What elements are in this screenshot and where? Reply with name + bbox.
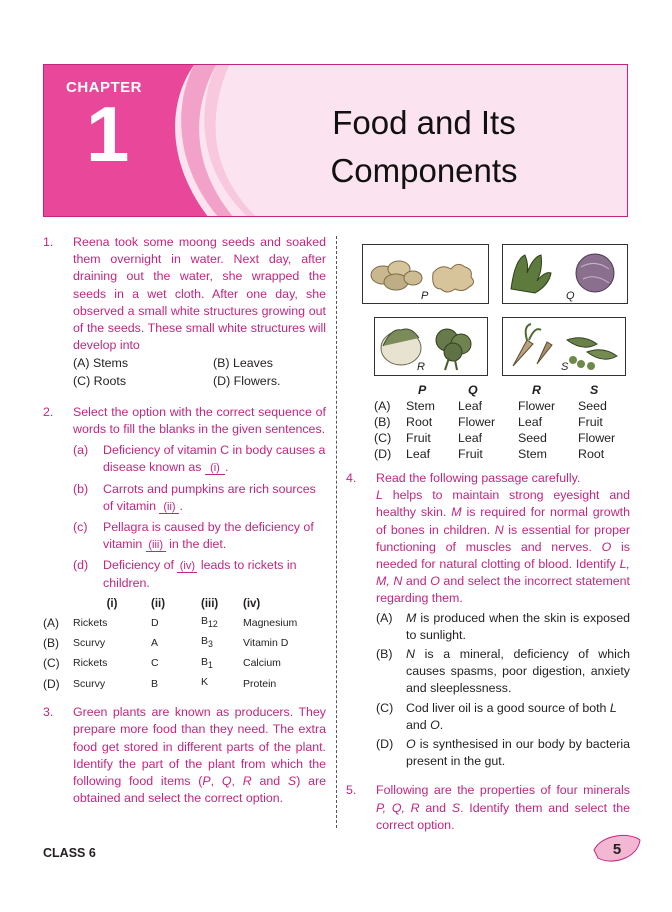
sub-text-after: .	[179, 498, 183, 513]
sub-part-d	[73, 557, 326, 591]
text-part: and	[251, 774, 288, 789]
question-intro: Read the following passage carefully.	[376, 471, 581, 485]
sub-text-after: .	[224, 460, 229, 475]
title-line-2: Components	[330, 152, 518, 189]
option-text	[406, 700, 630, 734]
footer-class-label: CLASS 6	[43, 846, 96, 860]
cell	[201, 674, 243, 694]
sub-part-a	[73, 442, 326, 476]
option-b: (B) Leaves	[213, 356, 273, 371]
table-row	[43, 654, 326, 674]
text-part: ,	[231, 774, 243, 789]
col-header: (iv)	[243, 597, 261, 610]
var: O	[601, 539, 612, 554]
cell: Flower	[578, 431, 616, 445]
var: N	[494, 522, 504, 537]
question-number: 1.	[43, 235, 54, 249]
text-part: Q	[221, 774, 232, 789]
text-part: and	[402, 574, 431, 589]
option-c: (C) Roots	[73, 373, 127, 388]
food-option-table	[374, 382, 628, 462]
question-text: Select the option with the correct sequence of words to fill the blanks in the given sentences.	[73, 404, 326, 437]
cell: D	[151, 616, 159, 629]
question-passage	[376, 487, 630, 607]
question-text	[376, 782, 630, 834]
row-option: (A)	[374, 399, 391, 413]
cell: B	[151, 677, 159, 690]
sub-text	[103, 443, 325, 474]
option-d	[376, 736, 630, 770]
cell-sub: 3	[208, 639, 213, 650]
text-part: is essential for proper functioning of muscles and nerves.	[376, 522, 630, 554]
option-d: (D) Flowers.	[213, 373, 281, 388]
question-2	[43, 404, 326, 694]
option-number: (B)	[376, 647, 393, 662]
cell: Scurvy	[73, 636, 106, 649]
var: L	[376, 488, 383, 503]
image-label-r: R	[417, 361, 425, 373]
question-5	[346, 782, 630, 834]
var: L	[609, 700, 617, 715]
cell: Seed	[518, 431, 547, 445]
food-image-q	[502, 244, 628, 304]
question-4	[346, 470, 630, 770]
table-row	[374, 398, 628, 414]
cell: Scurvy	[73, 677, 106, 690]
text-part: and	[419, 800, 452, 815]
question-number: 4.	[346, 471, 357, 485]
cell: Vitamin D	[243, 636, 289, 649]
sub-number: (d)	[73, 558, 89, 573]
cell: Leaf	[518, 415, 543, 429]
cell: Stem	[406, 399, 435, 413]
cell	[201, 633, 243, 653]
sub-number: (c)	[73, 520, 88, 535]
option-number: (A)	[376, 610, 393, 625]
food-image-r	[374, 317, 488, 376]
blank: (iii)	[146, 539, 166, 552]
option-b	[376, 646, 630, 698]
column-divider	[336, 236, 337, 828]
col-header: (iii)	[201, 597, 219, 610]
sub-text	[103, 482, 316, 513]
option-text	[406, 646, 630, 698]
cauliflower-broccoli-icon	[375, 318, 487, 375]
right-column	[346, 470, 630, 844]
cell: Root	[406, 415, 433, 429]
page-number: 5	[612, 841, 622, 858]
sub-part-b	[73, 481, 326, 515]
question-3	[43, 704, 326, 807]
cell: Calcium	[243, 657, 281, 670]
spinach-cabbage-icon	[503, 245, 627, 303]
cell-text: B	[201, 615, 209, 628]
var: P, Q, R	[376, 800, 420, 815]
cell	[201, 654, 243, 674]
blank: (ii)	[159, 501, 179, 514]
question-number: 5.	[346, 783, 357, 798]
text-part: R	[242, 774, 252, 789]
option-a	[376, 610, 630, 644]
cell: Fruit	[578, 415, 603, 429]
sub-text-before: Pellagra is caused by the deficiency of vitamin	[103, 520, 314, 552]
text-part: P	[202, 774, 211, 789]
cell: Fruit	[406, 431, 431, 445]
cell: Rickets	[73, 657, 108, 670]
question-1	[43, 234, 326, 390]
table-header-row	[43, 596, 326, 613]
text-part: is synthesised in our body by bacteria present in the gut.	[406, 737, 630, 769]
cell	[201, 613, 243, 633]
text-part: is needed for natural clotting of blood. Identify	[376, 539, 630, 572]
text-part: and	[406, 717, 431, 732]
blank: (iv)	[177, 560, 197, 573]
var: M	[451, 505, 462, 520]
cell: Root	[578, 447, 605, 461]
table-row	[43, 633, 326, 653]
sub-number: (b)	[73, 481, 89, 496]
row-option: (C)	[43, 656, 60, 671]
sub-number: (a)	[73, 443, 89, 458]
page-number-badge	[592, 832, 642, 866]
text-part: is a mineral, deficiency of which causes spasms, poor digestion, anxiety and sleeplessness.	[406, 647, 630, 696]
option-c	[376, 700, 630, 734]
table-row	[374, 446, 628, 462]
cell: Flower	[458, 415, 496, 429]
cell-text: B	[201, 655, 209, 668]
chapter-number: 1	[86, 90, 130, 178]
text-part: Cod liver oil is a good source of both	[406, 700, 610, 715]
image-label-q: Q	[566, 290, 575, 302]
title-line-1: Food and Its	[332, 104, 516, 141]
cell: Leaf	[458, 399, 483, 413]
cell: Protein	[243, 677, 277, 690]
var: M	[406, 610, 417, 625]
cell: Magnesium	[243, 616, 298, 629]
cell: A	[151, 636, 159, 649]
left-column	[43, 234, 326, 817]
var: L, M, N	[376, 557, 630, 589]
table-header-row	[374, 382, 628, 398]
option-text	[406, 736, 630, 770]
row-option: (A)	[43, 615, 59, 630]
col-header: (ii)	[151, 597, 166, 610]
cell: Stem	[518, 447, 547, 461]
sub-text	[103, 520, 314, 551]
option-text	[406, 610, 630, 644]
option-number: (C)	[376, 700, 394, 715]
cell: Flower	[518, 399, 556, 413]
sub-text-after: leads to rickets in children.	[103, 558, 297, 590]
var: O	[430, 717, 440, 732]
row-option: (D)	[43, 676, 60, 691]
cell: Fruit	[458, 447, 483, 461]
cell: Seed	[578, 399, 607, 413]
option-a: (A) Stems	[73, 356, 129, 371]
var: N	[406, 647, 415, 662]
col-header: Q	[468, 383, 478, 397]
var: O	[406, 737, 416, 752]
text-part: helps to maintain strong eyesight and healthy skin.	[376, 488, 630, 520]
col-header: S	[590, 383, 599, 397]
sub-text-before: Deficiency of	[103, 558, 178, 573]
options	[73, 355, 326, 389]
row-option: (C)	[374, 431, 392, 445]
sub-text	[103, 558, 297, 589]
table-row	[374, 430, 628, 446]
question-number: 3.	[43, 705, 54, 720]
table-row	[43, 674, 326, 694]
table-row	[374, 414, 628, 430]
sub-text-before: Deficiency of vitamin C in body causes a disease known as	[103, 443, 326, 475]
question-text	[73, 704, 326, 807]
text-part: . Identify them and select the correct option.	[376, 800, 631, 832]
match-table	[43, 596, 326, 694]
row-option: (D)	[374, 447, 392, 461]
cell: Rickets	[73, 616, 108, 629]
sub-text-after: in the diet.	[165, 537, 227, 552]
text-part: .	[439, 717, 444, 732]
blank: (i)	[205, 462, 225, 475]
sub-text-before: Carrots and pumpkins are rich sources of vitamin	[103, 481, 316, 513]
cell-text: B	[201, 635, 209, 648]
chapter-title	[274, 99, 574, 195]
chapter-header	[43, 64, 628, 217]
text-part: Following are the properties of four minerals	[376, 783, 630, 798]
text-part: Green plants are known as producers. They prepare more food than they need. The extra food get stored in different parts of the plant. Identify the part of the plant from which the following food items (	[73, 705, 326, 789]
col-header: (i)	[106, 597, 118, 610]
col-header: P	[418, 383, 427, 397]
text-part: ) are obtained and select the correct option.	[73, 774, 326, 806]
chapter-label: CHAPTER	[66, 79, 143, 96]
cell: Leaf	[458, 431, 483, 445]
image-label-p: P	[421, 290, 429, 302]
row-option: (B)	[43, 635, 59, 650]
text-part: ,	[210, 774, 222, 789]
cell-sub: 12	[208, 619, 218, 630]
var: O	[430, 574, 440, 589]
text-part: is required for normal growth of bones in children.	[376, 505, 630, 537]
option-number: (D)	[376, 737, 394, 752]
question-number: 2.	[43, 404, 54, 419]
cell-sub: 1	[208, 659, 213, 670]
table-row	[43, 613, 326, 633]
question-text: Reena took some moong seeds and soaked them overnight in water. Next day, after draining out the water, she wrapped the seeds in a wet cloth. After one day, she observed a small white structures growing out of the seeds. These small white structures will develop into	[73, 235, 326, 353]
cell-text: K	[201, 675, 209, 688]
var: S	[451, 800, 461, 815]
row-option: (B)	[374, 415, 391, 429]
text-part: is produced when the skin is exposed to sunlight.	[406, 610, 630, 642]
col-header: R	[532, 383, 541, 397]
cell: C	[151, 657, 159, 670]
sub-part-c	[73, 519, 326, 553]
text-part: S	[287, 774, 297, 789]
cell: Leaf	[406, 447, 431, 461]
text-part: and select the incorrect statement regarding them.	[376, 574, 630, 606]
image-label-s: S	[561, 361, 569, 373]
